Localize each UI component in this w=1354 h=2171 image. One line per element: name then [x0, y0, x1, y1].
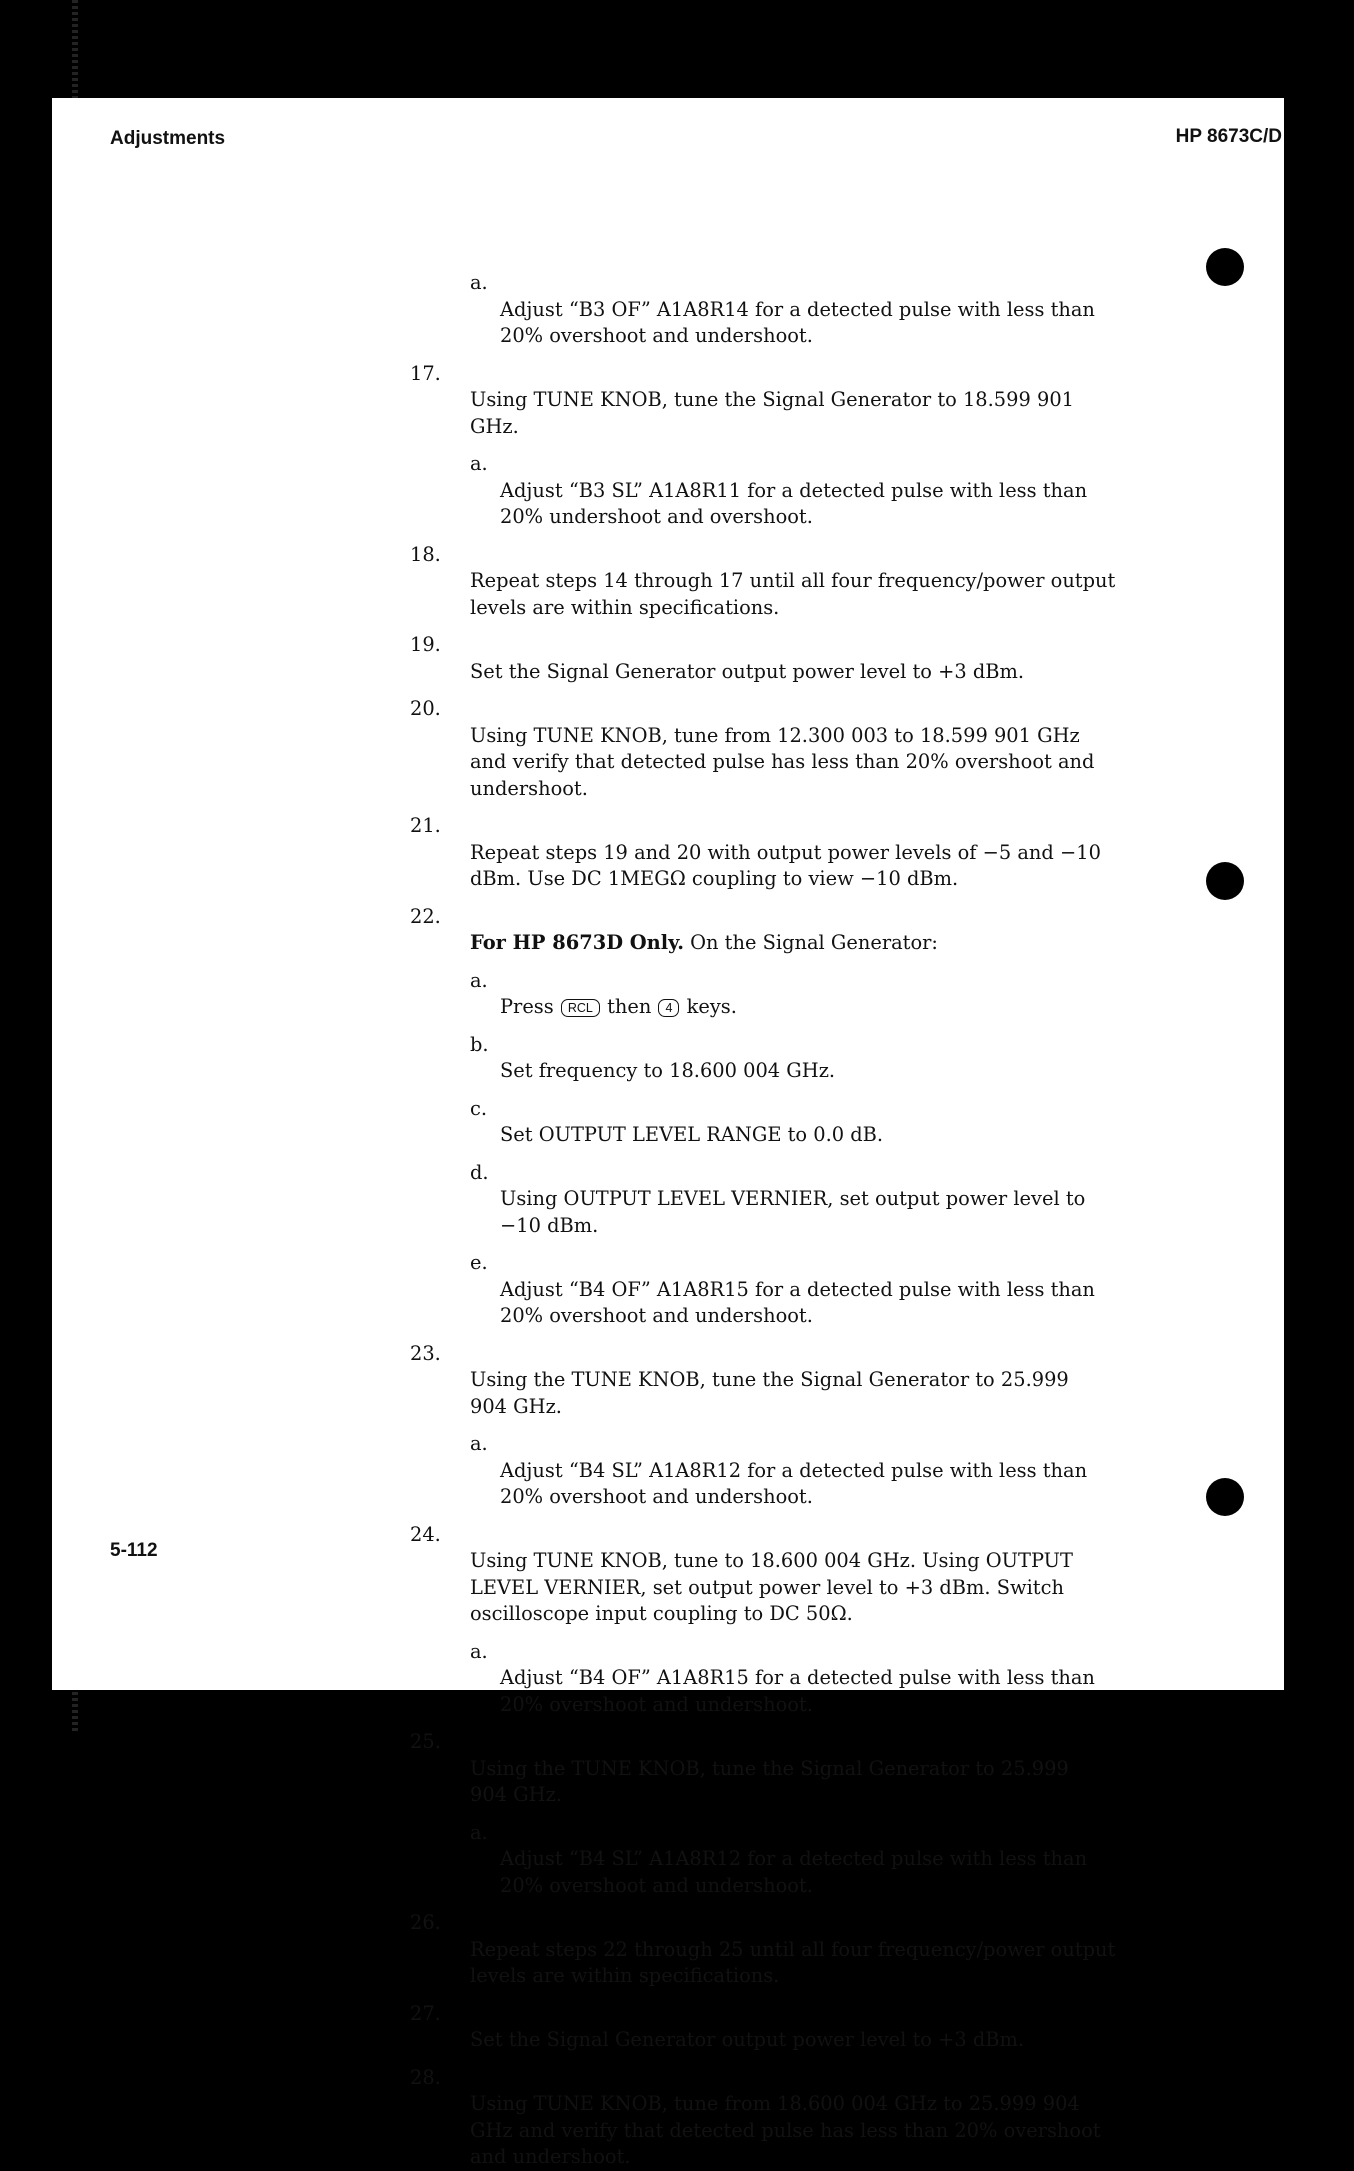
step-text: Adjust “B3 OF” A1A8R14 for a detected pulse with less than 20% overshoot and undershoot.	[500, 297, 1095, 347]
step-27	[410, 2001, 1155, 2054]
step-letter: c.	[470, 1096, 488, 1120]
step-text: Using the TUNE KNOB, tune the Signal Generator to 25.999 904 GHz.	[470, 1368, 1069, 1418]
step-number: 28.	[410, 2065, 441, 2089]
step-text: Repeat steps 14 through 17 until all four frequency/power output levels are within specifications.	[470, 569, 1116, 619]
step-number: 18.	[410, 542, 441, 566]
step-text: Using TUNE KNOB, tune to 18.600 004 GHz. Using OUTPUT LEVEL VERNIER, set output power level to +3 dBm. Switch oscilloscope input coupling to DC 50Ω.	[470, 1549, 1073, 1625]
step-number: 21.	[410, 814, 441, 837]
binder-hole-top	[1206, 248, 1244, 286]
step-text: Set frequency to 18.600 004 GHz.	[500, 1059, 836, 1082]
step-text: Adjust “B3 SL” A1A8R11 for a detected pulse with less than 20% undershoot and overshoot.	[500, 478, 1088, 528]
procedure-steps	[410, 170, 1155, 2171]
step-23a	[410, 1431, 1155, 1511]
step-20	[410, 696, 1155, 802]
step-text: Using TUNE KNOB, tune from 18.600 004 GHz to 25.999 904 GHz and verify that detected pulse has less than 20% overshoot and undershoot.	[470, 2092, 1101, 2168]
step-letter: d.	[470, 1160, 489, 1184]
step-number: 26.	[410, 1911, 441, 1934]
step-22a	[410, 968, 1155, 1021]
step-number: 27.	[410, 2001, 441, 2025]
binder-hole-bottom	[1206, 1478, 1244, 1516]
step-emphasis: For HP 8673D Only.	[470, 931, 684, 954]
key-4: 4	[658, 999, 679, 1017]
step-19	[410, 632, 1155, 685]
step-26	[410, 1910, 1155, 1990]
model-header: HP 8673C/D	[1175, 126, 1282, 147]
step-21	[410, 813, 1155, 893]
step-text: then	[607, 995, 652, 1018]
step-letter: a.	[470, 1639, 488, 1663]
step-22c	[410, 1096, 1155, 1149]
step-text: Using the TUNE KNOB, tune the Signal Generator to 25.999 904 GHz.	[470, 1756, 1069, 1806]
step-text: Using TUNE KNOB, tune the Signal Generator to 18.599 901 GHz.	[470, 388, 1074, 438]
binder-hole-middle	[1206, 862, 1244, 900]
step-number: 17.	[410, 361, 441, 385]
step-number: 22.	[410, 904, 441, 928]
step-number: 24.	[410, 1522, 441, 1546]
step-number: 19.	[410, 633, 441, 656]
step-22b	[410, 1032, 1155, 1085]
step-22e	[410, 1250, 1155, 1330]
step-25a	[410, 1820, 1155, 1900]
step-22d	[410, 1160, 1155, 1240]
step-text: Adjust “B4 OF” A1A8R15 for a detected pulse with less than 20% overshoot and undershoot.	[500, 1666, 1095, 1716]
step-25	[410, 1729, 1155, 1809]
step-22	[410, 904, 1155, 957]
step-17	[410, 361, 1155, 441]
step-28	[410, 2065, 1155, 2171]
step-text: Set the Signal Generator output power level to +3 dBm.	[470, 659, 1025, 683]
step-text: On the Signal Generator:	[683, 931, 938, 954]
page-number: 5-112	[110, 1540, 158, 1561]
step-letter: a.	[470, 1820, 488, 1844]
step-text: Using OUTPUT LEVEL VERNIER, set output power level to −10 dBm.	[500, 1187, 1086, 1237]
step-17a	[410, 451, 1155, 531]
step-text: Adjust “B4 OF” A1A8R15 for a detected pulse with less than 20% overshoot and undershoot.	[500, 1277, 1095, 1327]
step-text: Press	[500, 995, 554, 1018]
rcl-key: RCL	[561, 999, 600, 1017]
section-header: Adjustments	[110, 128, 226, 149]
step-number: 25.	[410, 1730, 441, 1753]
step-18	[410, 542, 1155, 622]
step-23	[410, 1341, 1155, 1421]
step-text: Set OUTPUT LEVEL RANGE to 0.0 dB.	[500, 1123, 884, 1146]
step-16a	[410, 270, 1155, 350]
step-letter: b.	[470, 1032, 489, 1056]
step-text: Using TUNE KNOB, tune from 12.300 003 to 18.599 901 GHz and verify that detected pulse has less than 20% overshoot and undershoot.	[470, 723, 1095, 800]
step-text: Adjust “B4 SL” A1A8R12 for a detected pulse with less than 20% overshoot and undershoot.	[500, 1847, 1088, 1897]
step-text: keys.	[686, 995, 737, 1018]
step-24a	[410, 1639, 1155, 1719]
step-number: 20.	[410, 697, 441, 720]
step-letter: e.	[470, 1251, 488, 1274]
step-text: Repeat steps 19 and 20 with output power levels of −5 and −10 dBm. Use DC 1MEGΩ coupling to view −10 dBm.	[470, 840, 1101, 890]
step-letter: a.	[470, 968, 488, 992]
step-text: Repeat steps 22 through 25 until all four frequency/power output levels are within specifications.	[470, 1937, 1116, 1987]
step-letter: a.	[470, 1432, 488, 1455]
step-text: Set the Signal Generator output power level to +3 dBm.	[470, 2028, 1025, 2051]
step-letter: a.	[470, 271, 488, 294]
step-letter: a.	[470, 452, 488, 475]
step-text: Adjust “B4 SL” A1A8R12 for a detected pulse with less than 20% overshoot and undershoot.	[500, 1458, 1088, 1508]
step-number: 23.	[410, 1341, 441, 1365]
step-24	[410, 1522, 1155, 1628]
